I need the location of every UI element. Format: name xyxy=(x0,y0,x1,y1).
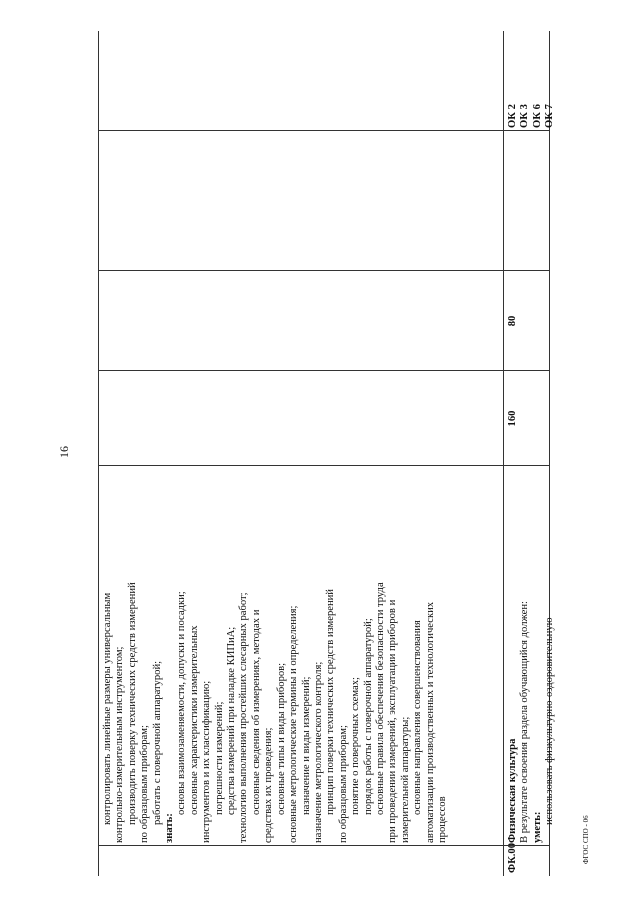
column-divider xyxy=(99,130,504,131)
competency-code: ОК 2 xyxy=(507,104,518,128)
list-item: назначение метрологического контроля; xyxy=(312,661,324,843)
list-item: при проведении измерений, эксплуатации приборов и xyxy=(387,599,399,843)
list-item: понятие о поверочных схемах; xyxy=(350,677,362,815)
list-item: производить поверку технических средств измерений xyxy=(126,582,138,825)
table-row xyxy=(503,31,556,876)
column-divider xyxy=(504,130,549,131)
list-item: контролировать линейные размеры универсальным xyxy=(102,592,113,825)
competency-codes xyxy=(504,31,556,131)
list-item: погрешности измерений; xyxy=(213,701,225,815)
column-divider xyxy=(504,845,549,846)
row1-content xyxy=(99,466,504,846)
list-item: В результате освоения раздела обучающийся должен: xyxy=(519,601,531,843)
list-item: процессов xyxy=(436,796,448,843)
list-item: по образцовым приборам; xyxy=(337,725,349,843)
column-divider xyxy=(99,845,504,846)
list-item: назначение и виды измерений; xyxy=(300,676,312,815)
list-item: основные характеристики измерительных xyxy=(188,625,200,815)
rotated-page xyxy=(98,31,582,876)
list-item: основные направления совершенствования xyxy=(412,620,424,815)
footer-text: ФГОС СПО - 06 xyxy=(582,815,590,864)
list-item: работать с поверочной аппаратурой; xyxy=(151,660,163,825)
list-item: технологию выполнения простейших слесарных работ; xyxy=(238,592,250,843)
discipline-code: ФК.00 xyxy=(507,842,518,873)
column-divider xyxy=(504,370,549,371)
list-item: по образцовым приборам; xyxy=(139,725,151,843)
list-item: основы взаимозаменяемости, допуски и посадки; xyxy=(176,591,188,815)
column-divider xyxy=(99,370,504,371)
column-divider xyxy=(99,465,504,466)
list-item: средства измерений при наладке КИПиА; xyxy=(226,626,238,815)
list-item: основные метрологические термины и определения; xyxy=(288,605,300,843)
empty-cell xyxy=(504,131,549,271)
list-item: основные правила обеспечения безопасности труда xyxy=(374,582,386,815)
column-divider xyxy=(504,270,549,271)
competency-code: ОК 3 xyxy=(519,104,531,128)
row2-content xyxy=(504,466,556,846)
section-label: уметь: xyxy=(531,811,543,843)
page-number: 16 xyxy=(57,446,71,458)
list-item: средствах их проведения; xyxy=(263,727,275,843)
table-row xyxy=(98,31,504,876)
list-item: использовать физкультурно-оздоровительную xyxy=(544,617,556,825)
section-label: знать: xyxy=(164,813,176,843)
list-item: основные типы и виды приборов; xyxy=(275,662,287,815)
list-item: инструментов и их классификацию; xyxy=(201,680,213,843)
max-hours: 160 xyxy=(507,410,518,427)
required-hours: 80 xyxy=(507,315,518,327)
column-divider xyxy=(99,270,504,271)
list-item: автоматизации производственных и технологических xyxy=(424,601,436,843)
list-item: контрольно-измерительным инструментом; xyxy=(114,646,126,843)
list-item: основные сведения об измерениях, методах и xyxy=(250,609,262,815)
list-item: измерительной аппаратуры; xyxy=(399,716,411,843)
list-item: порядок работы с поверочной аппаратурой; xyxy=(362,618,374,815)
competency-code: ОК 6 xyxy=(531,104,543,128)
column-divider xyxy=(504,465,549,466)
discipline-title: Физическая культура xyxy=(507,738,518,843)
list-item: принцип поверки технических средств измерений xyxy=(325,589,337,815)
competency-code: ОК 7 xyxy=(544,104,556,128)
